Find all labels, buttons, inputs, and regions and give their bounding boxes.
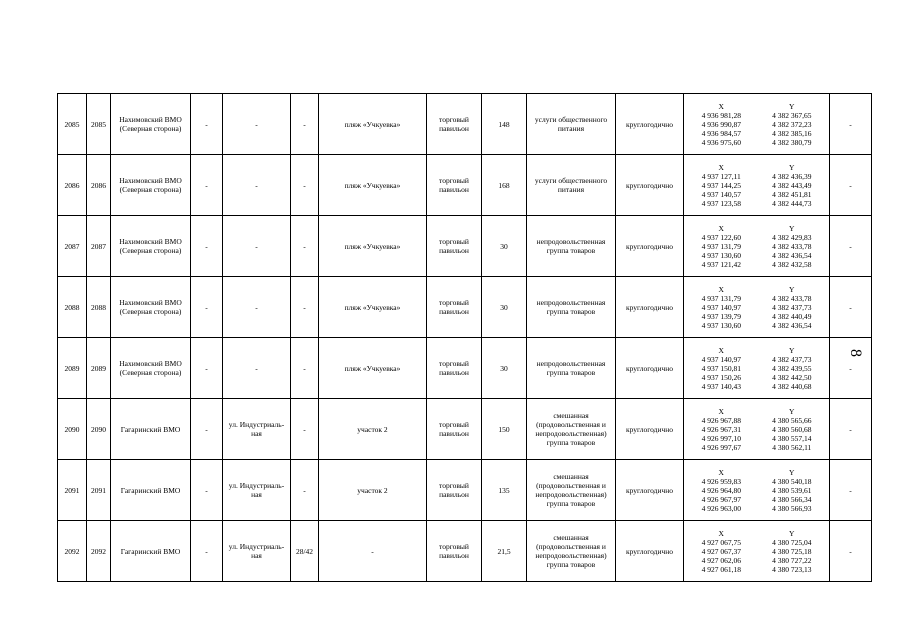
coordinate-axis-label: Y: [789, 467, 795, 477]
coordinate-value: 4 382 439,55: [772, 363, 812, 373]
note-cell: -: [830, 338, 872, 399]
row-number-cell: 2086: [58, 155, 87, 216]
table-body: [58, 94, 872, 582]
period-cell: круглогодично: [616, 521, 684, 582]
coordinate-value: 4 380 566,93: [772, 503, 812, 513]
location-cell: пляж «Учкуевка»: [319, 338, 427, 399]
note-cell: -: [830, 277, 872, 338]
object-type-cell: торговый павильон: [427, 216, 482, 277]
coordinate-axis-label: Y: [789, 101, 795, 111]
coordinates-block: [686, 338, 827, 398]
period-cell: круглогодично: [616, 277, 684, 338]
coordinate-value: 4 926 997,67: [701, 442, 741, 452]
coordinate-axis-label: Y: [789, 223, 795, 233]
coordinate-value: 4 382 443,49: [772, 180, 812, 190]
note-cell: -: [830, 460, 872, 521]
blank-column-cell: -: [191, 94, 223, 155]
specialization-cell: услуги общественного питания: [527, 155, 616, 216]
y-coordinates: [757, 346, 828, 391]
area-cell: 168: [482, 155, 527, 216]
coordinate-value: 4 382 437,73: [772, 354, 812, 364]
coordinate-value: 4 937 144,25: [701, 180, 741, 190]
house-number-cell: -: [291, 277, 319, 338]
coordinate-value: 4 382 436,39: [772, 171, 812, 181]
coordinate-value: 4 380 565,66: [772, 415, 812, 425]
coordinate-value: 4 926 967,97: [701, 494, 741, 504]
note-cell: -: [830, 521, 872, 582]
coordinate-value: 4 927 067,75: [701, 537, 741, 547]
coordinate-value: 4 937 140,97: [701, 302, 741, 312]
coordinate-value: 4 382 429,83: [772, 232, 812, 242]
house-number-cell: -: [291, 216, 319, 277]
coordinate-value: 4 927 061,18: [701, 564, 741, 574]
object-number-cell: 2091: [87, 460, 111, 521]
row-number-cell: 2092: [58, 521, 87, 582]
table-row: [58, 460, 872, 521]
coordinate-value: 4 380 539,61: [772, 485, 812, 495]
note-cell: -: [830, 155, 872, 216]
street-cell: ул. Индустриаль-ная: [223, 460, 291, 521]
coordinate-axis-label: X: [718, 223, 724, 233]
x-coordinates: [686, 529, 757, 574]
x-coordinates: [686, 468, 757, 513]
district-cell: Нахимовский ВМО (Северная сторона): [111, 338, 191, 399]
table-row: [58, 338, 872, 399]
x-coordinates: [686, 285, 757, 330]
row-number-cell: 2089: [58, 338, 87, 399]
table-row: [58, 277, 872, 338]
district-cell: Гагаринский ВМО: [111, 399, 191, 460]
coordinate-value: 4 937 140,43: [701, 381, 741, 391]
street-cell: -: [223, 338, 291, 399]
district-cell: Гагаринский ВМО: [111, 460, 191, 521]
coordinate-value: 4 927 062,06: [701, 555, 741, 565]
coordinate-value: 4 382 372,23: [772, 119, 812, 129]
specialization-cell: смешанная (продовольственная и непродовольственная) группа товаров: [527, 521, 616, 582]
area-cell: 30: [482, 338, 527, 399]
coordinate-value: 4 382 436,54: [772, 250, 812, 260]
object-number-cell: 2085: [87, 94, 111, 155]
location-cell: -: [319, 521, 427, 582]
table-row: [58, 155, 872, 216]
coordinate-value: 4 382 367,65: [772, 110, 812, 120]
coordinate-axis-label: X: [718, 162, 724, 172]
coordinate-value: 4 382 440,49: [772, 311, 812, 321]
coordinate-value: 4 382 433,78: [772, 241, 812, 251]
blank-column-cell: -: [191, 460, 223, 521]
coordinate-axis-label: X: [718, 528, 724, 538]
object-number-cell: 2088: [87, 277, 111, 338]
x-coordinates: [686, 163, 757, 208]
coordinate-value: 4 926 959,83: [701, 476, 741, 486]
coordinates-cell: [684, 460, 830, 521]
table-row: [58, 521, 872, 582]
area-cell: 30: [482, 216, 527, 277]
coordinates-block: [686, 94, 827, 154]
coordinate-value: 4 937 130,60: [701, 250, 741, 260]
coordinate-value: 4 382 442,50: [772, 372, 812, 382]
coordinate-value: 4 382 440,68: [772, 381, 812, 391]
object-number-cell: 2092: [87, 521, 111, 582]
row-number-cell: 2087: [58, 216, 87, 277]
y-coordinates: [757, 285, 828, 330]
house-number-cell: -: [291, 338, 319, 399]
coordinate-value: 4 937 123,58: [701, 198, 741, 208]
note-cell: -: [830, 94, 872, 155]
specialization-cell: непродовольственная группа товаров: [527, 277, 616, 338]
coordinate-value: 4 382 437,73: [772, 302, 812, 312]
coordinate-axis-label: Y: [789, 162, 795, 172]
object-number-cell: 2090: [87, 399, 111, 460]
district-cell: Нахимовский ВМО (Северная сторона): [111, 155, 191, 216]
area-cell: 30: [482, 277, 527, 338]
blank-column-cell: -: [191, 338, 223, 399]
coordinate-axis-label: X: [718, 284, 724, 294]
y-coordinates: [757, 468, 828, 513]
coordinate-value: 4 927 067,37: [701, 546, 741, 556]
coordinate-value: 4 937 121,42: [701, 259, 741, 269]
coordinate-value: 4 926 967,31: [701, 424, 741, 434]
row-number-cell: 2091: [58, 460, 87, 521]
coordinates-block: [686, 460, 827, 520]
specialization-cell: услуги общественного питания: [527, 94, 616, 155]
coordinate-value: 4 382 444,73: [772, 198, 812, 208]
location-cell: пляж «Учкуевка»: [319, 216, 427, 277]
coordinate-value: 4 382 380,79: [772, 137, 812, 147]
street-cell: ул. Индустриаль-ная: [223, 521, 291, 582]
placement-table: [57, 93, 872, 582]
coordinates-cell: [684, 216, 830, 277]
house-number-cell: 28/42: [291, 521, 319, 582]
object-number-cell: 2087: [87, 216, 111, 277]
location-cell: участок 2: [319, 460, 427, 521]
coordinates-block: [686, 277, 827, 337]
coordinate-value: 4 937 127,11: [701, 171, 741, 181]
period-cell: круглогодично: [616, 94, 684, 155]
object-number-cell: 2086: [87, 155, 111, 216]
coordinate-axis-label: Y: [789, 528, 795, 538]
coordinates-block: [686, 155, 827, 215]
coordinates-cell: [684, 277, 830, 338]
location-cell: пляж «Учкуевка»: [319, 94, 427, 155]
specialization-cell: непродовольственная группа товаров: [527, 338, 616, 399]
coordinate-value: 4 382 433,78: [772, 293, 812, 303]
location-cell: пляж «Учкуевка»: [319, 155, 427, 216]
object-type-cell: торговый павильон: [427, 155, 482, 216]
coordinate-value: 4 926 967,88: [701, 415, 741, 425]
coordinate-axis-label: Y: [789, 345, 795, 355]
coordinates-block: [686, 399, 827, 459]
coordinates-cell: [684, 94, 830, 155]
x-coordinates: [686, 346, 757, 391]
coordinate-value: 4 926 963,00: [701, 503, 741, 513]
area-cell: 150: [482, 399, 527, 460]
blank-column-cell: -: [191, 277, 223, 338]
street-cell: -: [223, 155, 291, 216]
coordinate-value: 4 380 725,18: [772, 546, 812, 556]
coordinate-value: 4 380 725,04: [772, 537, 812, 547]
period-cell: круглогодично: [616, 399, 684, 460]
y-coordinates: [757, 407, 828, 452]
district-cell: Нахимовский ВМО (Северная сторона): [111, 216, 191, 277]
period-cell: круглогодично: [616, 216, 684, 277]
coordinate-value: 4 382 451,81: [772, 189, 812, 199]
coordinate-value: 4 937 130,60: [701, 320, 741, 330]
district-cell: Гагаринский ВМО: [111, 521, 191, 582]
coordinate-value: 4 380 562,11: [772, 442, 812, 452]
coordinate-axis-label: Y: [789, 284, 795, 294]
coordinate-value: 4 937 122,60: [701, 232, 741, 242]
coordinate-value: 4 936 981,28: [701, 110, 741, 120]
coordinate-value: 4 382 385,16: [772, 128, 812, 138]
coordinate-axis-label: Y: [789, 406, 795, 416]
object-number-cell: 2089: [87, 338, 111, 399]
coordinate-value: 4 380 723,13: [772, 564, 812, 574]
y-coordinates: [757, 163, 828, 208]
coordinate-value: 4 380 557,14: [772, 433, 812, 443]
coordinate-axis-label: X: [718, 406, 724, 416]
object-type-cell: торговый павильон: [427, 94, 482, 155]
street-cell: -: [223, 216, 291, 277]
house-number-cell: -: [291, 399, 319, 460]
object-type-cell: торговый павильон: [427, 338, 482, 399]
street-cell: -: [223, 277, 291, 338]
coordinate-value: 4 926 997,10: [701, 433, 741, 443]
coordinates-cell: [684, 521, 830, 582]
y-coordinates: [757, 102, 828, 147]
table-row: [58, 399, 872, 460]
house-number-cell: -: [291, 460, 319, 521]
coordinate-value: 4 937 139,79: [701, 311, 741, 321]
location-cell: участок 2: [319, 399, 427, 460]
object-type-cell: торговый павильон: [427, 460, 482, 521]
object-type-cell: торговый павильон: [427, 399, 482, 460]
coordinate-axis-label: X: [718, 345, 724, 355]
area-cell: 135: [482, 460, 527, 521]
coordinate-axis-label: X: [718, 467, 724, 477]
street-cell: -: [223, 94, 291, 155]
object-type-cell: торговый павильон: [427, 521, 482, 582]
coordinate-value: 4 937 131,79: [701, 241, 741, 251]
coordinate-value: 4 380 560,68: [772, 424, 812, 434]
x-coordinates: [686, 407, 757, 452]
row-number-cell: 2088: [58, 277, 87, 338]
blank-column-cell: -: [191, 216, 223, 277]
period-cell: круглогодично: [616, 460, 684, 521]
note-cell: -: [830, 216, 872, 277]
coordinate-value: 4 937 140,97: [701, 354, 741, 364]
coordinate-value: 4 936 975,60: [701, 137, 741, 147]
coordinates-block: [686, 521, 827, 581]
coordinate-value: 4 936 984,57: [701, 128, 741, 138]
coordinate-value: 4 937 150,81: [701, 363, 741, 373]
specialization-cell: смешанная (продовольственная и непродовольственная) группа товаров: [527, 460, 616, 521]
district-cell: Нахимовский ВМО (Северная сторона): [111, 94, 191, 155]
x-coordinates: [686, 102, 757, 147]
y-coordinates: [757, 224, 828, 269]
coordinate-value: 4 382 436,54: [772, 320, 812, 330]
table-row: [58, 94, 872, 155]
coordinates-cell: [684, 155, 830, 216]
house-number-cell: -: [291, 94, 319, 155]
coordinate-axis-label: X: [718, 101, 724, 111]
x-coordinates: [686, 224, 757, 269]
period-cell: круглогодично: [616, 155, 684, 216]
row-number-cell: 2085: [58, 94, 87, 155]
period-cell: круглогодично: [616, 338, 684, 399]
blank-column-cell: -: [191, 155, 223, 216]
coordinate-value: 4 936 990,87: [701, 119, 741, 129]
coordinate-value: 4 380 540,18: [772, 476, 812, 486]
coordinates-cell: [684, 338, 830, 399]
coordinate-value: 4 926 964,80: [701, 485, 741, 495]
blank-column-cell: -: [191, 399, 223, 460]
object-type-cell: торговый павильон: [427, 277, 482, 338]
blank-column-cell: -: [191, 521, 223, 582]
note-cell: -: [830, 399, 872, 460]
coordinate-value: 4 380 566,34: [772, 494, 812, 504]
row-number-cell: 2090: [58, 399, 87, 460]
coordinates-block: [686, 216, 827, 276]
y-coordinates: [757, 529, 828, 574]
street-cell: ул. Индустриаль-ная: [223, 399, 291, 460]
coordinate-value: 4 382 432,58: [772, 259, 812, 269]
area-cell: 21,5: [482, 521, 527, 582]
table-row: [58, 216, 872, 277]
coordinate-value: 4 937 140,57: [701, 189, 741, 199]
location-cell: пляж «Учкуевка»: [319, 277, 427, 338]
coordinates-cell: [684, 399, 830, 460]
specialization-cell: непродовольственная группа товаров: [527, 216, 616, 277]
house-number-cell: -: [291, 155, 319, 216]
specialization-cell: смешанная (продовольственная и непродовольственная) группа товаров: [527, 399, 616, 460]
coordinate-value: 4 380 727,22: [772, 555, 812, 565]
coordinate-value: 4 937 131,79: [701, 293, 741, 303]
district-cell: Нахимовский ВМО (Северная сторона): [111, 277, 191, 338]
page-number: 8: [847, 349, 864, 357]
area-cell: 148: [482, 94, 527, 155]
coordinate-value: 4 937 150,26: [701, 372, 741, 382]
